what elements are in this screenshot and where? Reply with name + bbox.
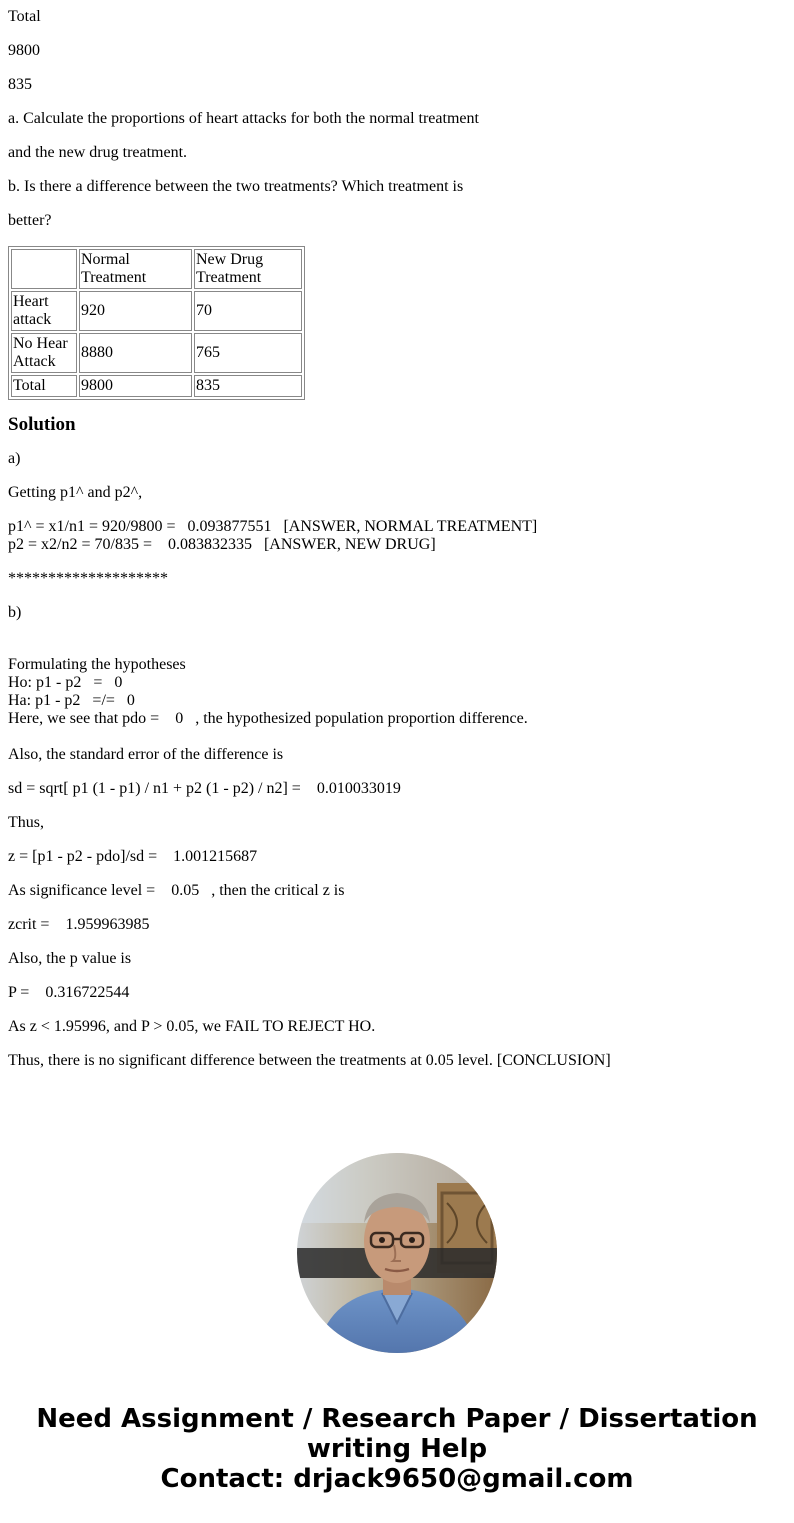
- table-header-row: [11, 249, 302, 289]
- conclusion-line: Thus, there is no significant difference between the treatments at 0.05 level. [CONCLUSION]: [8, 1052, 611, 1069]
- sd-line: sd = sqrt[ p1 (1 - p1) / n1 + p2 (1 - p2) / n2] = 0.010033019: [8, 780, 401, 797]
- promo-footer: [0, 1404, 794, 1494]
- intro-line-total: Total: [8, 8, 41, 25]
- data-table: [8, 246, 305, 400]
- separator-stars: ********************: [8, 570, 168, 587]
- proportions-block: [8, 518, 786, 554]
- table-cell: 9800: [79, 375, 192, 397]
- question-a-line1: a. Calculate the proportions of heart attacks for both the normal treatment: [8, 110, 479, 127]
- p2-result: p2 = x2/n2 = 70/835 = 0.083832335 [ANSWER, NEW DRUG]: [8, 536, 436, 553]
- question-b-line1: b. Is there a difference between the two treatments? Which treatment is: [8, 178, 464, 195]
- author-photo-icon: [297, 1153, 497, 1353]
- table-row: [11, 333, 302, 373]
- promo-contact: Contact: drjack9650@gmail.com: [160, 1464, 634, 1494]
- table-header-cell-normal: Normal Treatment: [79, 249, 192, 289]
- alt-hypothesis: Ha: p1 - p2 =/= 0: [8, 692, 135, 709]
- question-b-line2: better?: [8, 212, 52, 229]
- promo-line-1: Need Assignment / Research Paper / Dissertation: [36, 1404, 758, 1434]
- table-row: [11, 375, 302, 397]
- thus-line: Thus,: [8, 814, 44, 831]
- z-line: z = [p1 - p2 - pdo]/sd = 1.001215687: [8, 848, 258, 865]
- p-value-line: P = 0.316722544: [8, 984, 130, 1001]
- intro-line-drug-total: 835: [8, 76, 32, 93]
- table-row: [11, 291, 302, 331]
- part-b-label: b): [8, 604, 22, 621]
- blank-line: [8, 728, 786, 746]
- p-value-intro: Also, the p value is: [8, 950, 132, 967]
- null-hypothesis: Ho: p1 - p2 = 0: [8, 674, 123, 691]
- table-cell: 70: [194, 291, 302, 331]
- table-header-cell-empty: [11, 249, 77, 289]
- pdo-line: Here, we see that pdo = 0 , the hypothesized population proportion difference.: [8, 710, 528, 727]
- table-cell: 765: [194, 333, 302, 373]
- table-cell: 835: [194, 375, 302, 397]
- intro-line-normal-total: 9800: [8, 42, 40, 59]
- part-a-label: a): [8, 450, 21, 467]
- table-cell: 920: [79, 291, 192, 331]
- table-header-cell-new-drug: New Drug Treatment: [194, 249, 302, 289]
- getting-line: Getting p1^ and p2^,: [8, 484, 143, 501]
- avatar: [297, 1153, 497, 1353]
- hypotheses-block: [8, 638, 786, 764]
- solution-heading: Solution: [8, 414, 76, 435]
- p1-result: p1^ = x1/n1 = 920/9800 = 0.093877551 [ANSWER, NORMAL TREATMENT]: [8, 518, 538, 535]
- zcrit-line: zcrit = 1.959963985: [8, 916, 150, 933]
- table-cell: Heart attack: [11, 291, 77, 331]
- table-cell: 8880: [79, 333, 192, 373]
- standard-error-intro: Also, the standard error of the difference is: [8, 746, 284, 763]
- table-cell: Total: [11, 375, 77, 397]
- document-body: [8, 0, 786, 1086]
- promo-line-2: writing Help: [306, 1434, 488, 1464]
- decision-line: As z < 1.95996, and P > 0.05, we FAIL TO REJECT HO.: [8, 1018, 376, 1035]
- question-a-line2: and the new drug treatment.: [8, 144, 188, 161]
- formulating-line: Formulating the hypotheses: [8, 656, 186, 673]
- significance-line: As significance level = 0.05 , then the critical z is: [8, 882, 345, 899]
- table-cell: No Hear Attack: [11, 333, 77, 373]
- blank-line: [8, 638, 786, 656]
